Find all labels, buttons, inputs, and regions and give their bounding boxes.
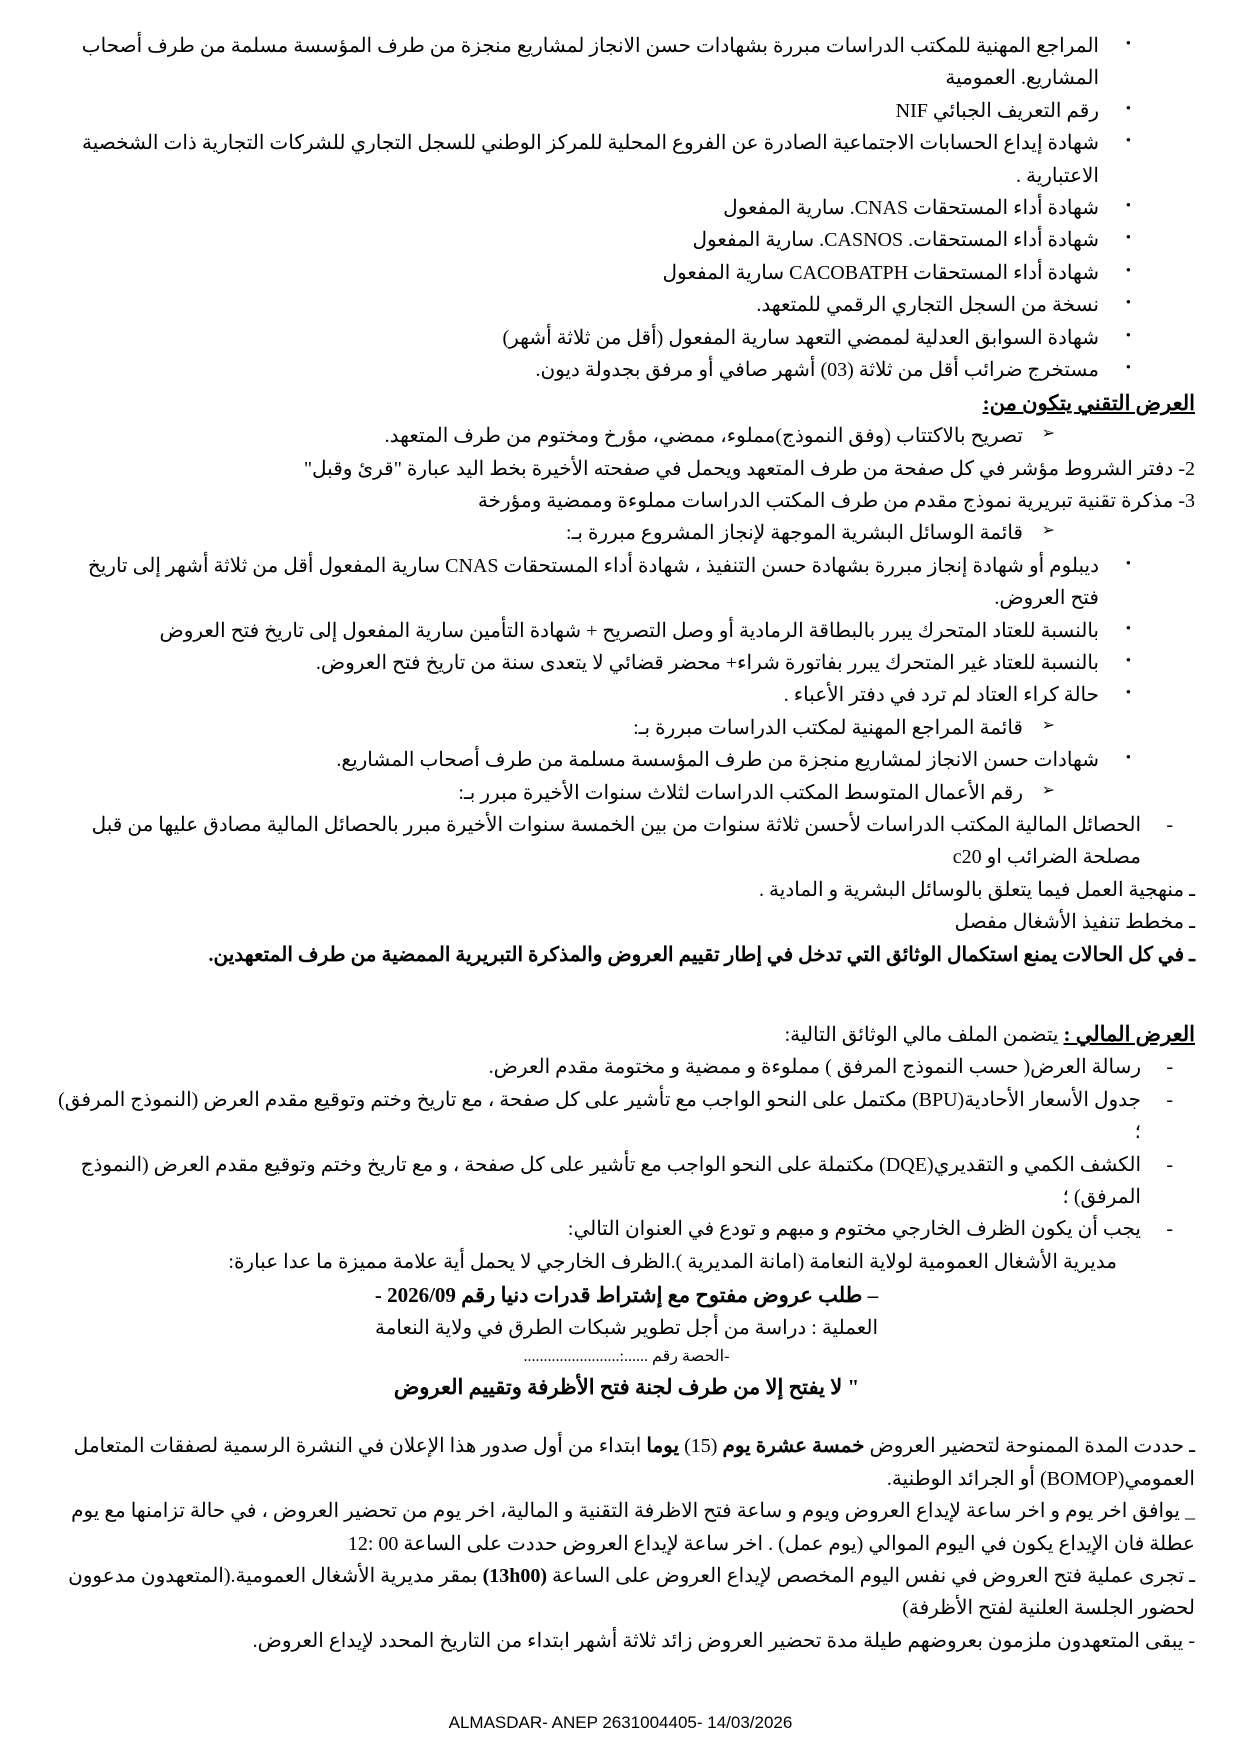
list-item	[58, 224, 1131, 256]
technical-offer-section	[58, 386, 1195, 971]
list-item-text: بالنسبة للعتاد المتحرك يبرر بالبطاقة الرمادية أو وصل التصريح + شهادة التأمين سارية المفعول إلى تاريخ فتح العروض	[159, 619, 1099, 642]
bullet-icon: •	[1125, 197, 1131, 214]
validity-paragraph: - يبقى المتعهدون ملزمون بعروضهم طيلة مدة تحضير العروض زائد ثلاثة أشهر ابتداء من التاريخ المحدد لإيداع العروض.	[252, 1629, 1195, 1652]
list-item-text: يجب أن يكون الظرف الخارجي مختوم و مبهم و تودع في العنوان التالي:	[567, 1218, 1141, 1241]
dash-icon: -	[1166, 814, 1173, 836]
list-item	[58, 777, 1055, 809]
human-resources-heading: قائمة الوسائل البشرية الموجهة لإنجاز المشروع مبررة بـ:	[566, 522, 1023, 545]
dash-icon: -	[1166, 1056, 1173, 1079]
bullet-icon: •	[1125, 100, 1131, 117]
text-run-bold: خمسة عشرة يوم	[717, 1435, 865, 1458]
bullet-icon: •	[1125, 750, 1131, 767]
section-gap	[58, 971, 1195, 1017]
list-item	[58, 420, 1055, 452]
list-item	[58, 95, 1131, 127]
numbered-item: 2- دفتر الشروط مؤشر في كل صفحة من طرف المتعهد ويحمل في صفحته الأخيرة بخط اليد عبارة "قرئ وقبل"	[303, 457, 1195, 480]
list-item-text: شهادات حسن الانجاز لمشاريع منجزة من طرف المؤسسة مسلمة من طرف أصحاب المشاريع.	[336, 749, 1099, 772]
lot-number-line: -الحصة رقم ......:........................	[523, 1348, 730, 1366]
list-item	[58, 1084, 1173, 1149]
financial-offer-heading	[58, 1017, 1195, 1051]
last-day-paragraph: _ يوافق اخر يوم و اخر ساعة لإيداع العروض ويوم و ساعة فتح الاظرفة التقنية و المالية، اخر يوم من تحضير العروض ، في حالة تزامنها مع يوم عطلة فان الإيداع يكون في اليوم الموالي (يوم عمل) . اخر ساعة لإيداع العروض حددت على الساعة 00 :12	[71, 1500, 1195, 1555]
arrow-bullet-icon: ➢	[1041, 425, 1055, 443]
bullet-icon: •	[1125, 230, 1131, 247]
bullet-icon: •	[1125, 327, 1131, 344]
tender-title-line: – طلب عروض مفتوح مع إشتراط قدرات دنيا رقم 2026/09 -	[374, 1283, 879, 1308]
list-item-text: مستخرج ضرائب أقل من ثلاثة (03) أشهر صافي أو مرفق بجدولة ديون.	[535, 358, 1099, 381]
turnover-heading: رقم الأعمال المتوسط المكتب الدراسات لثلاث سنوات الأخيرة مبرر بـ:	[458, 781, 1023, 804]
list-item	[58, 289, 1131, 321]
bullet-icon: •	[1125, 262, 1131, 279]
technical-offer-heading: العرض التقني يتكون من:	[982, 391, 1195, 416]
list-item	[58, 517, 1055, 549]
text-run-bold: (13h00)	[482, 1564, 548, 1587]
methodology-item: ـ منهجية العمل فيما يتعلق بالوسائل البشرية و المادية .	[759, 878, 1195, 901]
text-run: بمقر مديرية الأشغال العمومية.(المتعهدون مدعوون لحضور الجلسة العلنية لفتح الأظرفة)	[68, 1564, 1195, 1620]
dash-icon: -	[1166, 1088, 1173, 1111]
list-item-text: المراجع المهنية للمكتب الدراسات مبررة بشهادات حسن الانجاز لمشاريع منجزة من طرف المؤسسة مسلمة من طرف أصحاب المشاريع. العمومية	[81, 35, 1099, 90]
list-item-text: جدول الأسعار الأحادية(BPU) مكتمل على النحو الواجب مع تأشير على كل صفحة ، مع تاريخ وختم وتوقيع مقدم العرض (النموذج المرفق) ؛	[58, 1088, 1141, 1144]
bullet-icon: •	[1125, 555, 1131, 572]
text-run-bold: يوما	[646, 1435, 680, 1458]
list-item-text: حالة كراء العتاد لم ترد في دفتر الأعباء .	[783, 684, 1099, 707]
bullet-icon: •	[1125, 36, 1131, 52]
list-item-text: الكشف الكمي و التقديري(DQE) مكتملة على النحو الواجب مع تأشير على كل صفحة ، و مع تاريخ وختم وتوقيع مقدم العرض (النموذج المرفق) ؛	[80, 1153, 1141, 1208]
list-item	[58, 744, 1131, 776]
list-item	[58, 127, 1131, 192]
list-item	[58, 354, 1131, 386]
references-heading: قائمة المراجع المهنية لمكتب الدراسات مبررة بـ:	[633, 716, 1023, 739]
list-item-text: ديبلوم أو شهادة إنجاز مبررة بشهادة حسن التنفيذ ، شهادة أداء المستحقات CNAS سارية المفعول أقل من ثلاثة أشهر إلى تاريخ فتح العروض.	[87, 554, 1099, 610]
list-item	[58, 679, 1131, 711]
plan-item: ـ مخطط تنفيذ الأشغال مفصل	[954, 911, 1195, 934]
list-item	[58, 550, 1131, 615]
list-item-text: الحصائل المالية المكتب الدراسات لأحسن ثلاثة سنوات من بين الخمسة سنوات الأخيرة مبرر بالحصائل المالية مصادق عليها من قبل مصلحة الضرائب او c20	[91, 814, 1141, 869]
list-item	[58, 809, 1173, 874]
list-item	[58, 322, 1131, 354]
bullet-icon: •	[1125, 133, 1131, 150]
preparation-period-paragraph	[58, 1430, 1195, 1495]
list-item-text: نسخة من السجل التجاري الرقمي للمتعهد.	[756, 294, 1099, 317]
list-item-text: شهادة أداء المستحقات CNAS. سارية المفعول	[723, 196, 1099, 219]
text-run: ابتداء من أول صدور هذا الإعلان في النشرة الرسمية لصفقات المتعامل العمومي(BOMOP) أو الجرائد الوطنية.	[73, 1435, 1195, 1490]
financial-offer-section	[58, 1017, 1195, 1404]
footer-reference: ALMASDAR- ANEP 2631004405- 14/03/2026	[448, 1713, 793, 1732]
completion-warning: ـ في كل الحالات يمنع استكمال الوثائق التي تدخل في إطار تقييم العروض والمذكرة التبريرية الممضية من طرف المتعهدين.	[208, 943, 1195, 966]
list-item-text: بالنسبة للعتاد غير المتحرك يبرر بفاتورة شراء+ محضر قضائي لا يتعدى سنة من تاريخ فتح العروض.	[315, 652, 1099, 675]
list-item-text: رسالة العرض( حسب النموذج المرفق ) مملوءة و ممضية و مختومة مقدم العرض.	[488, 1056, 1141, 1079]
text-run: ـ تجرى عملية فتح العروض في نفس اليوم المخصص لإيداع العروض على الساعة	[547, 1564, 1195, 1587]
list-item-text: رقم التعريف الجبائي NIF	[895, 99, 1099, 122]
text-run: (15)	[679, 1435, 718, 1458]
arrow-bullet-icon: ➢	[1041, 716, 1055, 734]
list-item	[58, 192, 1131, 224]
list-item	[58, 1213, 1173, 1245]
bullet-icon: •	[1125, 295, 1131, 312]
dash-icon: -	[1166, 1153, 1173, 1176]
list-item	[58, 30, 1131, 95]
bullet-icon: •	[1125, 685, 1131, 702]
envelope-note-line: " لا يفتح إلا من طرف لجنة فتح الأظرفة وتقييم العروض	[393, 1375, 860, 1400]
list-item	[58, 712, 1055, 744]
list-item	[58, 615, 1131, 647]
arrow-bullet-icon: ➢	[1041, 781, 1055, 799]
dash-icon: -	[1166, 1218, 1173, 1241]
list-item-text: شهادة إيداع الحسابات الاجتماعية الصادرة عن الفروع المحلية للمركز الوطني للسجل التجاري للشركات التجارية ذات الشخصية الاعتبارية .	[81, 132, 1099, 187]
admin-documents-list	[58, 30, 1195, 386]
list-item-text: شهادة السوابق العدلية لممضي التعهد سارية المفعول (أقل من ثلاثة أشهر)	[502, 326, 1099, 349]
bullet-icon: •	[1125, 359, 1131, 376]
list-item-text: تصريح بالاكتتاب (وفق النموذج)مملوء، ممضي، مؤرخ ومختوم من طرف المتعهد.	[384, 425, 1023, 448]
section-gap	[58, 1404, 1195, 1430]
list-item	[58, 1051, 1173, 1083]
bullet-icon: •	[1125, 653, 1131, 670]
operation-line: العملية : دراسة من أجل تطوير شبكات الطرق في ولاية النعامة	[374, 1317, 879, 1340]
bullet-icon: •	[1125, 620, 1131, 637]
arrow-bullet-icon: ➢	[1041, 522, 1055, 540]
financial-offer-heading-label: العرض المالي :	[1063, 1021, 1195, 1046]
deadlines-section	[58, 1430, 1195, 1657]
list-item	[58, 647, 1131, 679]
deposit-address-line: مديرية الأشغال العمومية لولاية النعامة (امانة المديرية ).الظرف الخارجي لا يحمل أية علامة مميزة ما عدا عبارة:	[228, 1250, 1117, 1273]
opening-paragraph	[58, 1560, 1195, 1625]
list-item	[58, 257, 1131, 289]
numbered-item: 3- مذكرة تقنية تبريرية نموذج مقدم من طرف المكتب الدراسات مملوءة وممضية ومؤرخة	[477, 490, 1195, 513]
list-item-text: شهادة أداء المستحقات. CASNOS. سارية المفعول	[692, 229, 1099, 252]
list-item	[58, 1149, 1173, 1214]
financial-offer-heading-rest: يتضمن الملف مالي الوثائق التالية:	[784, 1023, 1064, 1046]
text-run: ـ حددت المدة الممنوحة لتحضير العروض	[864, 1435, 1195, 1458]
list-item-text: شهادة أداء المستحقات CACOBATPH سارية المفعول	[662, 261, 1099, 284]
